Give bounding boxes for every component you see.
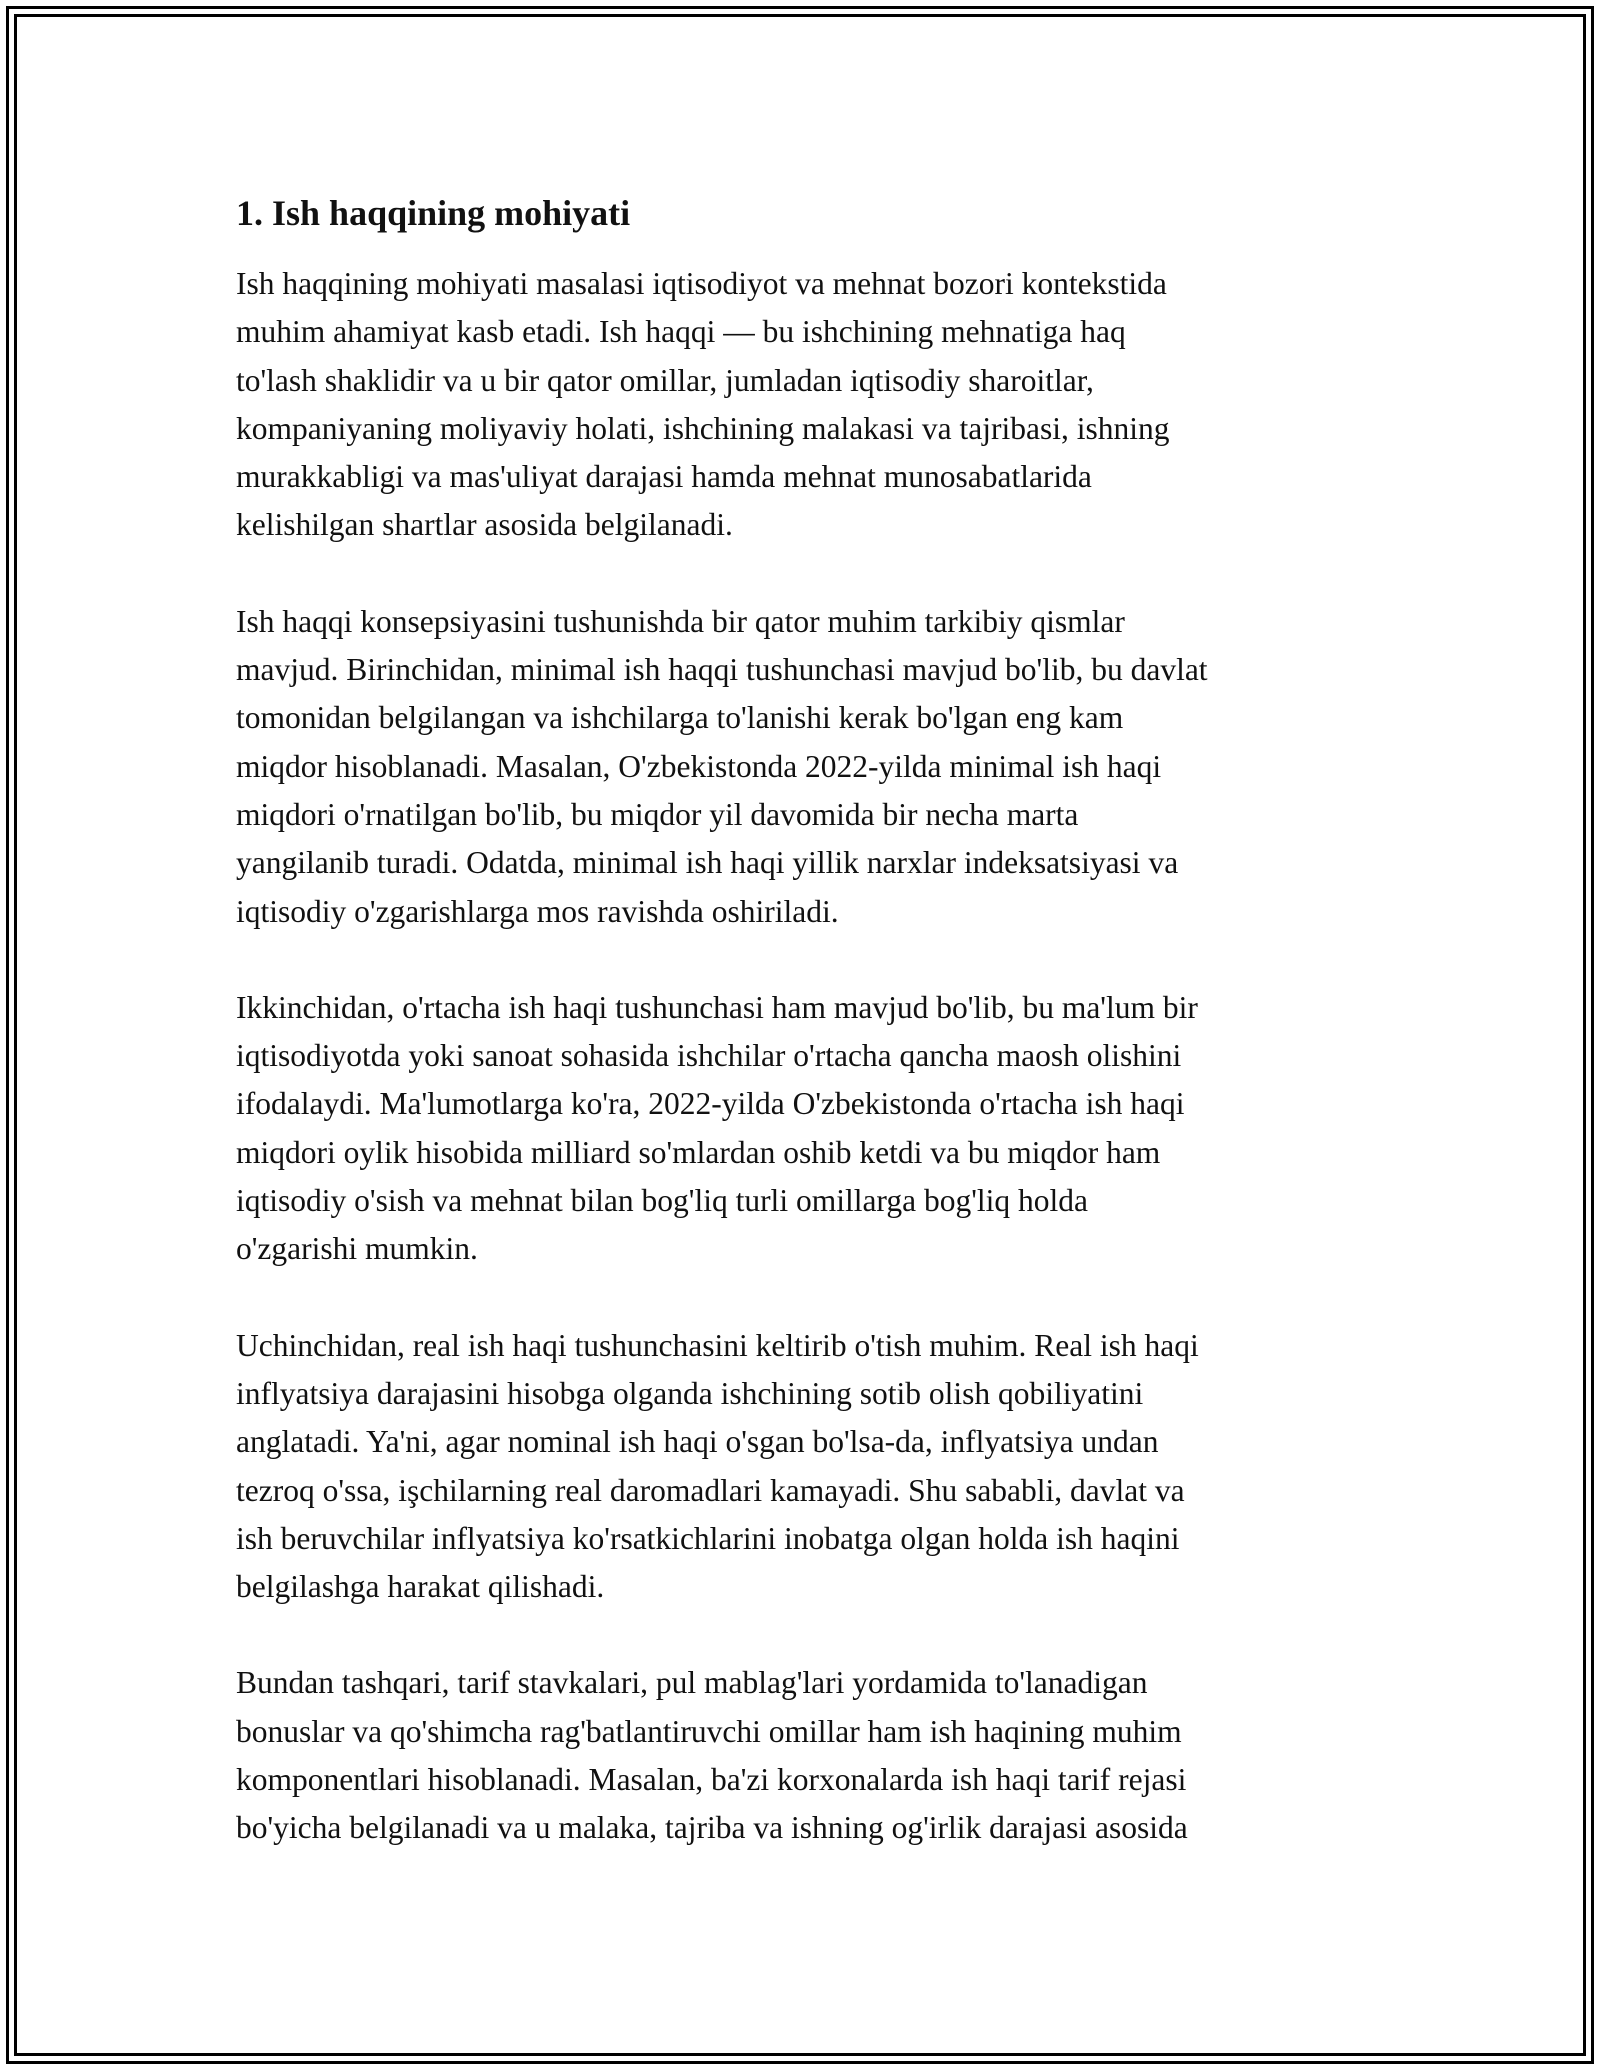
text-line: tomonidan belgilangan va ishchilarga to'lanishi kerak bo'lgan eng kam — [236, 700, 1124, 736]
text-line: anglatadi. Ya'ni, agar nominal ish haqi o'sgan bo'lsa-da, inflyatsiya undan — [236, 1424, 1159, 1460]
text-line: to'lash shaklidir va u bir qator omillar, jumladan iqtisodiy sharoitlar, — [236, 362, 1094, 398]
text-line: bo'yicha belgilanadi va u malaka, tajriba va ishning og'irlik darajasi asosida — [236, 1810, 1188, 1846]
text-line: bonuslar va qo'shimcha rag'batlantiruvchi omillar ham ish haqining muhim — [236, 1713, 1182, 1749]
text-line: komponentlari hisoblanadi. Masalan, ba'zi korxonalarda ish haqi tarif rejasi — [236, 1762, 1187, 1798]
text-line: Ish haqqi konsepsiyasini tushunishda bir qator muhim tarkibiy qismlar — [236, 603, 1125, 639]
paragraph-3 — [236, 984, 1366, 1274]
paragraph-2 — [236, 598, 1366, 936]
text-line: Ikkinchidan, o'rtacha ish haqi tushunchasi ham mavjud bo'lib, bu ma'lum bir — [236, 989, 1198, 1025]
text-line: mavjud. Birinchidan, minimal ish haqqi tushunchasi mavjud bo'lib, bu davlat — [236, 652, 1208, 688]
paragraph-1 — [236, 260, 1366, 550]
text-line: murakkabligi va mas'uliyat darajasi hamda mehnat munosabatlarida — [236, 459, 1092, 495]
text-line: kompaniyaning moliyaviy holati, ishchining malakasi va tajribasi, ishning — [236, 410, 1170, 446]
paragraph-4 — [236, 1322, 1366, 1612]
text-line: Bundan tashqari, tarif stavkalari, pul mablag'lari yordamida to'lanadigan — [236, 1665, 1148, 1701]
paragraph-5 — [236, 1659, 1366, 1852]
text-line: o'zgarishi mumkin. — [236, 1231, 478, 1267]
text-line: kelishilgan shartlar asosida belgilanadi. — [236, 507, 733, 543]
text-line: miqdori oylik hisobida milliard so'mlardan oshib ketdi va bu miqdor ham — [236, 1134, 1161, 1170]
text-line: iqtisodiyotda yoki sanoat sohasida ishchilar o'rtacha qancha maosh olishini — [236, 1038, 1182, 1074]
text-line: iqtisodiy o'sish va mehnat bilan bog'liq turli omillarga bog'liq holda — [236, 1183, 1088, 1219]
text-line: iqtisodiy o'zgarishlarga mos ravishda oshiriladi. — [236, 893, 839, 929]
section-heading: 1. Ish haqqining mohiyati — [236, 193, 631, 233]
text-line: miqdor hisoblanadi. Masalan, O'zbekistonda 2022-yilda minimal ish haqi — [236, 748, 1162, 784]
text-line: Uchinchidan, real ish haqi tushunchasini keltirib o'tish muhim. Real ish haqi — [236, 1327, 1199, 1363]
document-content — [236, 188, 1366, 1901]
text-line: Ish haqqining mohiyati masalasi iqtisodiyot va mehnat bozori kontekstida — [236, 266, 1167, 301]
text-line: ifodalaydi. Ma'lumotlarga ko'ra, 2022-yilda O'zbekistonda o'rtacha ish haqi — [236, 1086, 1185, 1122]
text-line: tezroq o'ssa, işchilarning real daromadlari kamayadi. Shu sababli, davlat va — [236, 1472, 1185, 1508]
text-line: yangilanib turadi. Odatda, minimal ish haqi yillik narxlar indeksatsiyasi va — [236, 845, 1179, 881]
text-line: belgilashga harakat qilishadi. — [236, 1569, 605, 1605]
text-line: miqdori o'rnatilgan bo'lib, bu miqdor yil davomida bir necha marta — [236, 796, 1079, 832]
text-line: muhim ahamiyat kasb etadi. Ish haqqi — bu ishchining mehnatiga haq — [236, 314, 1126, 350]
text-line: ish beruvchilar inflyatsiya ko'rsatkichlarini inobatga olgan holda ish haqini — [236, 1520, 1180, 1556]
text-line: inflyatsiya darajasini hisobga olganda ishchining sotib olish qobiliyatini — [236, 1375, 1144, 1411]
